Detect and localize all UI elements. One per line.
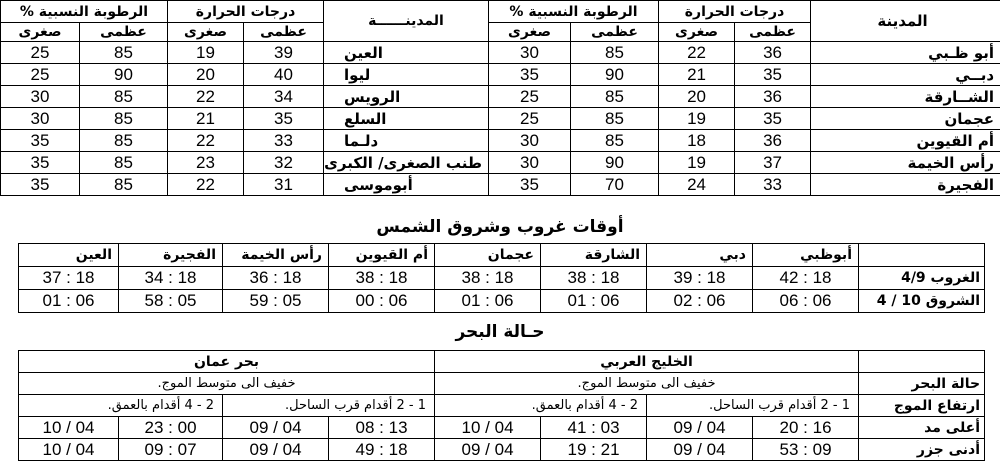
city-name: السلع [324,108,489,130]
sun-city-7: العين [19,244,119,267]
low-tide-value: 21 : 19 [541,439,647,461]
city-header-2: المدينــــــة [324,1,489,42]
high-tide-value: 04 / 10 [19,417,119,439]
weather-row [1,86,1000,108]
weather-hmax: 70 [571,174,659,196]
sunset-label: الغروب 4/9 [859,267,985,290]
city-header: المدينة [811,1,1000,42]
weather-hmin: 35 [489,64,571,86]
weather-tmin: 22 [168,86,244,108]
weather-tmin: 21 [168,108,244,130]
oman-wave-deep: 2 - 4 أقدام بالعمق. [19,395,223,417]
weather-hmax: 90 [571,64,659,86]
high-tide-value: 04 / 09 [223,417,329,439]
high-tide-value: 03 : 41 [541,417,647,439]
weather-table [0,0,1000,196]
sunset-time: 18 : 39 [647,267,753,290]
sunrise-label: الشروق 10 / 4 [859,290,985,313]
sun-city-5: رأس الخيمة [223,244,329,267]
weather-row [1,108,1000,130]
sun-corner [859,244,985,267]
gulf-state: خفيف الى متوسط الموج. [435,373,859,395]
weather-hmax: 85 [80,108,168,130]
sun-table [18,243,985,313]
weather-tmin: 23 [168,152,244,174]
sunrise-time: 06 : 01 [435,290,541,313]
weather-tmax: 31 [244,174,324,196]
low-tide-label: أدنى جزر [859,439,985,461]
low-tide-value: 07 : 09 [119,439,223,461]
sea-state-label: حالة البحر [859,373,985,395]
sunset-time: 18 : 38 [541,267,647,290]
low-tide-value: 09 : 53 [753,439,859,461]
sun-title: أوقات غروب وشروق الشمس [376,217,624,237]
min-header: صغرى [1,23,80,42]
sunrise-time: 05 : 59 [223,290,329,313]
sunrise-time: 05 : 58 [119,290,223,313]
sunrise-time: 06 : 01 [541,290,647,313]
sun-city-6: الفجيرة [119,244,223,267]
weather-hmin: 30 [1,86,80,108]
weather-row [1,42,1000,64]
weather-hmin: 30 [489,130,571,152]
city-name: العين [324,42,489,64]
weather-hmax: 85 [80,86,168,108]
weather-tmin: 22 [659,42,735,64]
sun-city-1: دبي [647,244,753,267]
low-tide-value: 04 / 10 [19,439,119,461]
weather-tmax: 36 [735,86,811,108]
weather-hmin: 35 [1,174,80,196]
weather-hmax: 85 [80,174,168,196]
min-header: صغرى [489,23,571,42]
weather-hmax: 90 [80,64,168,86]
max-header: عظمى [571,23,659,42]
sunset-time: 18 : 38 [435,267,541,290]
sunrise-time: 06 : 00 [329,290,435,313]
weather-row [1,174,1000,196]
sunset-time: 18 : 42 [753,267,859,290]
humidity-header: الرطوبة النسبية % [489,1,659,23]
weather-hmax: 85 [80,152,168,174]
sunrise-time: 06 : 06 [753,290,859,313]
weather-tmax: 34 [244,86,324,108]
city-name: دبــي [811,64,1000,86]
weather-tmax: 35 [735,64,811,86]
weather-hmin: 35 [1,152,80,174]
weather-tmin: 24 [659,174,735,196]
weather-hmin: 30 [489,42,571,64]
sea-table [18,350,985,461]
weather-hmin: 25 [489,108,571,130]
weather-hmax: 85 [571,130,659,152]
weather-tmax: 33 [244,130,324,152]
weather-hmax: 85 [80,130,168,152]
max-header: عظمى [244,23,324,42]
weather-tmin: 20 [168,64,244,86]
city-name: أم القيوين [811,130,1000,152]
temperature-header: درجات الحرارة [659,1,811,23]
weather-tmin: 19 [659,108,735,130]
weather-hmin: 30 [489,152,571,174]
city-name: أبوموسى [324,174,489,196]
weather-hmax: 85 [571,86,659,108]
weather-tmin: 22 [168,174,244,196]
sea-corner [859,351,985,373]
weather-row [1,152,1000,174]
weather-hmax: 85 [571,108,659,130]
sun-city-2: الشارقة [541,244,647,267]
sunset-time: 18 : 37 [19,267,119,290]
weather-hmin: 35 [1,130,80,152]
oman-wave-near: 1 - 2 أقدام قرب الساحل. [223,395,435,417]
weather-tmax: 40 [244,64,324,86]
low-tide-value: 04 / 09 [435,439,541,461]
weather-hmin: 25 [1,64,80,86]
weather-tmax: 39 [244,42,324,64]
weather-hmax: 85 [571,42,659,64]
weather-tmin: 19 [168,42,244,64]
weather-tmax: 36 [735,130,811,152]
weather-hmin: 25 [1,42,80,64]
city-name: عجمان [811,108,1000,130]
city-name: دلـما [324,130,489,152]
weather-hmax: 85 [80,42,168,64]
weather-tmin: 21 [659,64,735,86]
high-tide-value: 13 : 08 [329,417,435,439]
weather-tmin: 20 [659,86,735,108]
high-tide-value: 00 : 23 [119,417,223,439]
city-name: الفجيرة [811,174,1000,196]
sun-city-0: أبوظبي [753,244,859,267]
sunrise-time: 06 : 02 [647,290,753,313]
weather-hmin: 25 [489,86,571,108]
max-header: عظمى [735,23,811,42]
low-tide-value: 04 / 09 [647,439,753,461]
high-tide-value: 16 : 20 [753,417,859,439]
weather-hmin: 30 [1,108,80,130]
sunset-time: 18 : 38 [329,267,435,290]
humidity-header-2: الرطوبة النسبية % [1,1,168,23]
gulf-wave-near: 1 - 2 أقدام قرب الساحل. [647,395,859,417]
weather-tmax: 35 [735,108,811,130]
sunset-time: 18 : 34 [119,267,223,290]
temperature-header-2: درجات الحرارة [168,1,324,23]
min-header: صغرى [659,23,735,42]
wave-label: ارتفاع الموج [859,395,985,417]
city-name: أبو ظـبي [811,42,1000,64]
weather-tmax: 37 [735,152,811,174]
weather-tmax: 32 [244,152,324,174]
city-name: رأس الخيمة [811,152,1000,174]
sea-title: حـالة البحر [455,322,545,342]
oman-header: بحر عمان [19,351,435,373]
low-tide-value: 18 : 49 [329,439,435,461]
city-name: الرويس [324,86,489,108]
weather-tmin: 22 [168,130,244,152]
sun-city-3: عجمان [435,244,541,267]
high-tide-value: 04 / 09 [647,417,753,439]
high-tide-label: أعلى مد [859,417,985,439]
weather-row [1,64,1000,86]
weather-tmax: 36 [735,42,811,64]
city-name: ليوا [324,64,489,86]
high-tide-value: 04 / 10 [435,417,541,439]
weather-row [1,130,1000,152]
oman-state: خفيف الى متوسط الموج. [19,373,435,395]
weather-tmin: 19 [659,152,735,174]
weather-tmax: 33 [735,174,811,196]
gulf-wave-deep: 2 - 4 أقدام بالعمق. [435,395,647,417]
sun-city-4: أم القيوين [329,244,435,267]
sunrise-time: 06 : 01 [19,290,119,313]
gulf-header: الخليج العربي [435,351,859,373]
low-tide-value: 04 / 09 [223,439,329,461]
city-name: طنب الصغرى/ الكبرى [324,152,489,174]
min-header: صغرى [168,23,244,42]
city-name: الشــارقة [811,86,1000,108]
weather-hmax: 90 [571,152,659,174]
sunset-time: 18 : 36 [223,267,329,290]
weather-tmax: 35 [244,108,324,130]
weather-hmin: 35 [489,174,571,196]
max-header: عظمى [80,23,168,42]
weather-tmin: 18 [659,130,735,152]
